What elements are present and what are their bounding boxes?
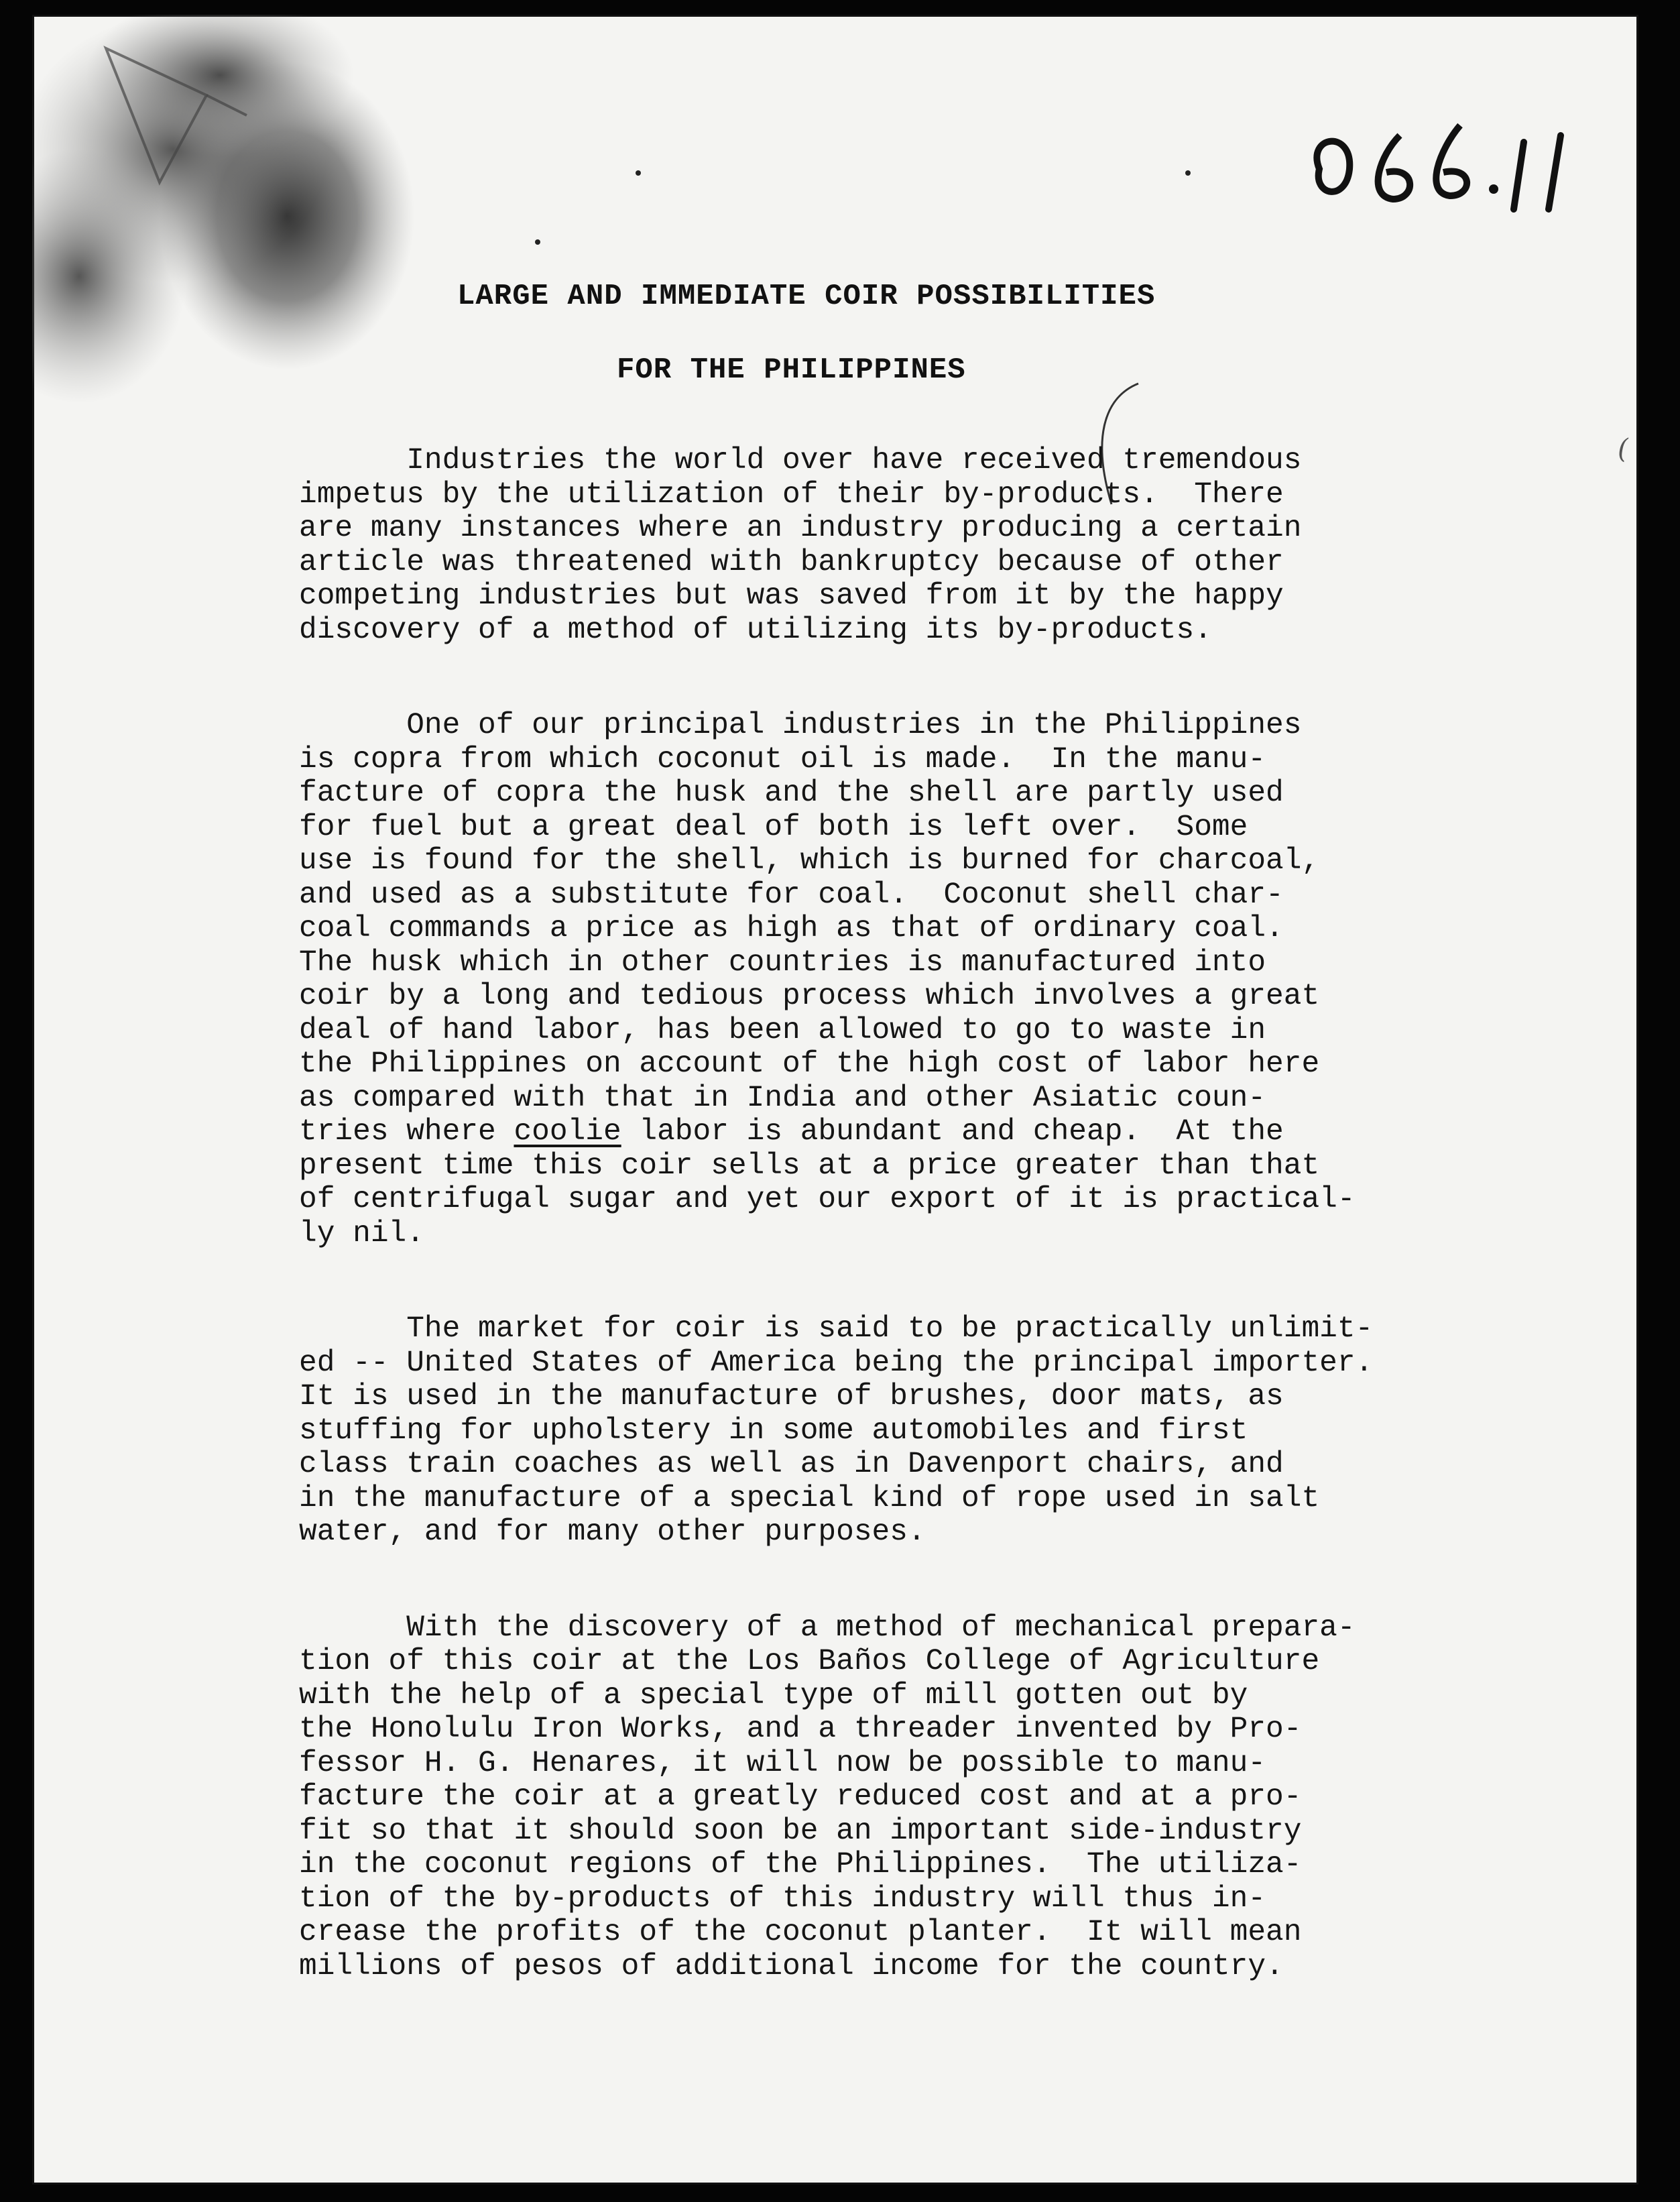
margin-pencil-mark: ( bbox=[1618, 434, 1628, 465]
text-line: article was threatened with bankruptcy because of other bbox=[299, 545, 1284, 579]
paragraph bbox=[299, 444, 1600, 647]
text-segment: labor is abundant and cheap. At the bbox=[621, 1115, 1284, 1149]
text-line: are many instances where an industry producing a certain bbox=[299, 512, 1302, 545]
text-line: water, and for many other purposes. bbox=[299, 1515, 926, 1549]
text-line: facture of copra the husk and the shell are partly used bbox=[299, 776, 1284, 810]
text-line: competing industries but was saved from it by the happy bbox=[299, 579, 1284, 613]
text-line: as compared with that in India and other Asiatic coun- bbox=[299, 1081, 1266, 1115]
document-page bbox=[32, 15, 1638, 2185]
title-line-1: LARGE AND IMMEDIATE COIR POSSIBILITIES bbox=[457, 280, 1156, 313]
text-line: of centrifugal sugar and yet our export of it is practical- bbox=[299, 1183, 1356, 1216]
document-body bbox=[299, 444, 1600, 2045]
text-line: the Honolulu Iron Works, and a threader invented by Pro- bbox=[299, 1713, 1302, 1746]
text-line: for fuel but a great deal of both is left over. Some bbox=[299, 810, 1248, 844]
text-line: tion of this coir at the Los Baños College of Agriculture bbox=[299, 1645, 1320, 1678]
text-line: Industries the world over have received tremendous bbox=[299, 444, 1302, 477]
text-line: stuffing for upholstery in some automobiles and first bbox=[299, 1413, 1248, 1448]
text-line: ly nil. bbox=[299, 1216, 424, 1251]
paragraph bbox=[299, 1611, 1600, 1984]
text-line: facture the coir at a greatly reduced cost and at a pro- bbox=[299, 1780, 1302, 1814]
text-line: crease the profits of the coconut planter. It will mean bbox=[299, 1916, 1302, 1949]
text-line: discovery of a method of utilizing its by-products. bbox=[299, 613, 1212, 647]
text-line: fessor H. G. Henares, it will now be possible to manu- bbox=[299, 1746, 1266, 1780]
text-line: millions of pesos of additional income for the country. bbox=[299, 1949, 1284, 1983]
text-line: is copra from which coconut oil is made. In the manu- bbox=[299, 742, 1266, 776]
text-line: use is found for the shell, which is burned for charcoal, bbox=[299, 844, 1320, 878]
text-line: and used as a substitute for coal. Coconut shell char- bbox=[299, 878, 1284, 912]
text-line: One of our principal industries in the Philippines bbox=[299, 709, 1302, 742]
handwritten-ref-number bbox=[1299, 109, 1581, 229]
text-line: ed -- United States of America being the principal importer. bbox=[299, 1346, 1374, 1380]
stray-mark bbox=[535, 239, 540, 245]
paragraph bbox=[299, 709, 1600, 1251]
text-line: in the manufacture of a special kind of rope used in salt bbox=[299, 1481, 1320, 1515]
text-line: tion of the by-products of this industry will thus in- bbox=[299, 1881, 1266, 1916]
text-segment: tries where bbox=[299, 1115, 514, 1149]
stray-mark bbox=[1185, 170, 1191, 176]
text-line: It is used in the manufacture of brushes, door mats, as bbox=[299, 1380, 1284, 1413]
text-line-with-underline bbox=[299, 1115, 1600, 1149]
text-line: With the discovery of a method of mechanical prepara- bbox=[299, 1611, 1356, 1645]
text-line: fit so that it should soon be an important side-industry bbox=[299, 1814, 1302, 1848]
text-line: impetus by the utilization of their by-products. There bbox=[299, 477, 1284, 512]
text-line: with the help of a special type of mill gotten out by bbox=[299, 1678, 1248, 1713]
text-line: The husk which in other countries is manufactured into bbox=[299, 945, 1266, 980]
text-line: coir by a long and tedious process which involves a great bbox=[299, 980, 1320, 1013]
underlined-word: coolie bbox=[514, 1115, 621, 1149]
ink-smudge-stain bbox=[32, 15, 475, 430]
text-line: class train coaches as well as in Davenport chairs, and bbox=[299, 1448, 1284, 1481]
text-line: deal of hand labor, has been allowed to go to waste in bbox=[299, 1013, 1266, 1047]
text-line: coal commands a price as high as that of ordinary coal. bbox=[299, 912, 1284, 945]
text-line: The market for coir is said to be practically unlimit- bbox=[299, 1312, 1374, 1346]
stray-mark bbox=[636, 170, 641, 176]
title-line-2: FOR THE PHILIPPINES bbox=[617, 353, 966, 387]
text-line: the Philippines on account of the high cost of labor here bbox=[299, 1047, 1320, 1081]
text-line: in the coconut regions of the Philippines. The utiliza- bbox=[299, 1848, 1302, 1881]
text-line: present time this coir sells at a price greater than that bbox=[299, 1149, 1320, 1183]
paragraph bbox=[299, 1312, 1600, 1550]
